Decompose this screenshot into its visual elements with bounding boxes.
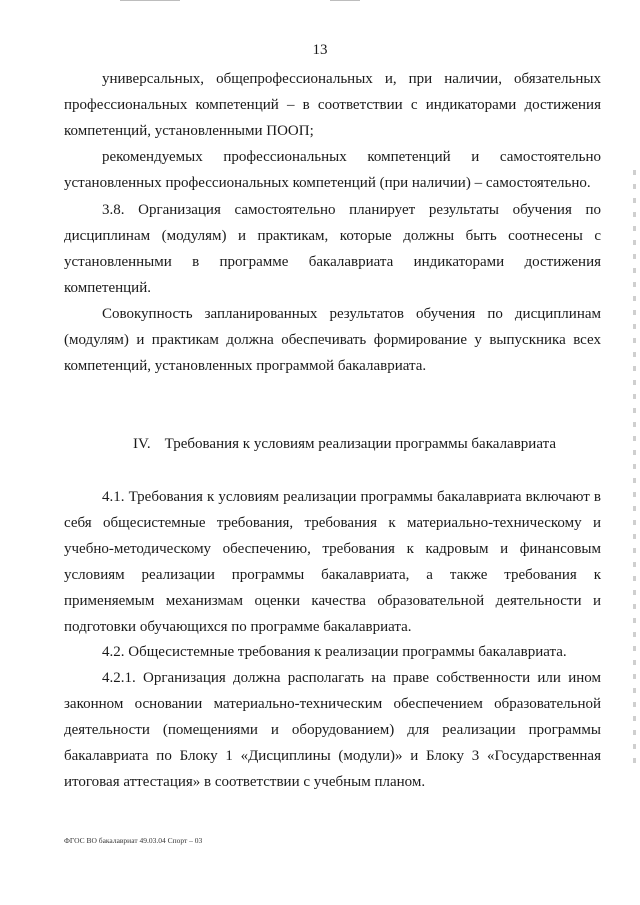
text-block <box>64 66 601 196</box>
scan-edge-mark <box>120 0 180 1</box>
text-block <box>64 301 601 379</box>
section-heading <box>64 431 601 457</box>
section-title: Требования к условиям реализации программы бакалавриата <box>164 436 556 452</box>
paragraph-4-2: 4.2. Общесистемные требования к реализации программы бакалавриата. <box>102 644 567 660</box>
footer: ФГОС ВО бакалавриат 49.03.04 Спорт – 03 <box>64 836 203 845</box>
text-block <box>64 484 601 640</box>
paragraph-4-1: 4.1. Требования к условиям реализации программы бакалавриата включают в себя общесистемные требования, требования к материально-техническому и учебно-методическому обеспечению, требования к кадровым и финансовым условиям реализации программы бакалавриата, а также требования к применяемым механизмам оценки качества образовательной деятельности и подготовки обучающихся по программе бакалавриата. <box>64 489 601 635</box>
paragraph-competencies-indicators: универсальных, общепрофессиональных и, при наличии, обязательных профессиональных компетенций – в соответствии с индикаторами достижения компетенций, установленными ПООП; <box>64 71 601 139</box>
section-number: IV. <box>133 436 151 452</box>
page-number: 13 <box>312 42 328 58</box>
text-block <box>64 665 601 795</box>
paragraph-recommended-competencies: рекомендуемых профессиональных компетенций и самостоятельно установленных профессиональных компетенций (при наличии) – самостоятельно. <box>64 149 601 191</box>
paragraph-3-8: 3.8. Организация самостоятельно планирует результаты обучения по дисциплинам (модулям) и практикам, которые должны быть соотнесены с установленными в программе бакалавриата индикаторами достижения компетенций. <box>64 202 601 296</box>
text-block <box>64 639 601 665</box>
paragraph-4-2-1: 4.2.1. Организация должна располагать на праве собственности или ином законном основании материально-техническим обеспечением образовательной деятельности (помещениями и оборудованием) для реализации программы бакалавриата по Блоку 1 «Дисциплины (модули)» и Блоку 3 «Государственная итоговая аттестация» в соответствии с учебным планом. <box>64 670 601 790</box>
scan-edge-mark <box>330 0 360 1</box>
scan-edge-marks <box>633 170 636 770</box>
text-block <box>64 197 601 301</box>
paragraph-learning-results: Совокупность запланированных результатов обучения по дисциплинам (модулям) и практикам должна обеспечивать формирование у выпускника всех компетенций, установленных программой бакалавриата. <box>64 306 601 374</box>
